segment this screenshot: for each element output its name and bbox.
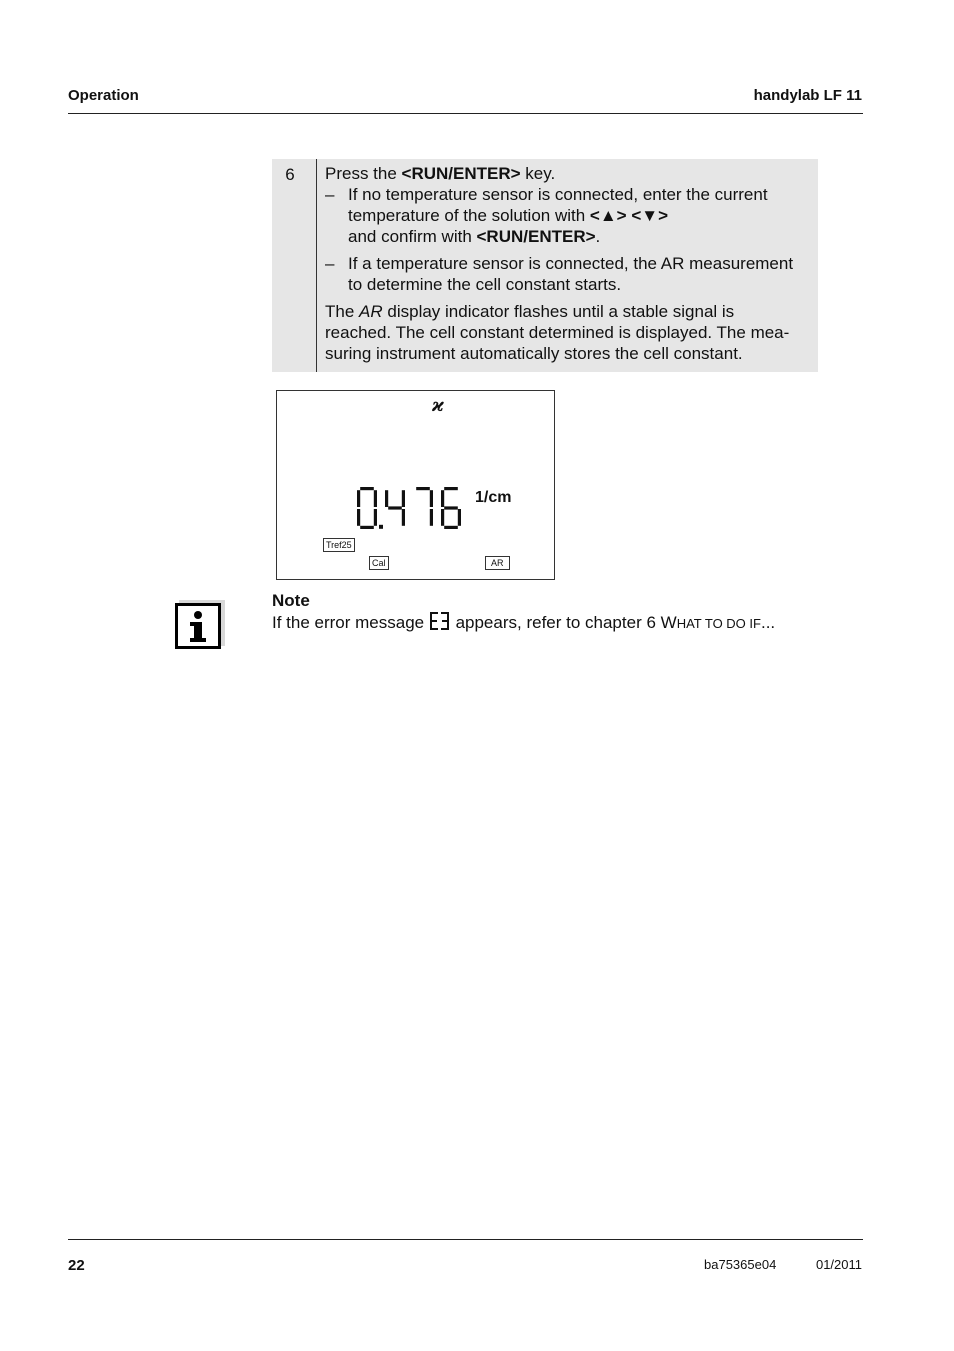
list-item: – If no temperature sensor is connected, enter the current temperature of the solution with <▲> <▼> and confirm with <RUN/ENTER>. [325,185,768,246]
digit-segment [441,509,444,526]
note-title: Note [272,591,310,610]
ar-indicator: AR [485,556,510,570]
step-number: 6 [285,165,295,184]
header-product: handylab LF 11 [753,87,862,104]
digit-segment [374,509,377,526]
digit-segment [444,506,458,509]
digit-segment [357,490,360,507]
bullet-dash: – [325,254,335,273]
digit-segment [402,490,405,507]
display-unit: 1/cm [475,489,512,506]
step-line-1: Press the <RUN/ENTER> key. [325,164,556,183]
run-enter-key: <RUN/ENTER> [476,227,596,246]
digit-segment [385,490,388,507]
info-icon [175,600,225,650]
ar-indicator-text: AR [359,302,383,321]
digit-segment [441,490,444,507]
cal-indicator: Cal [369,556,389,570]
header-rule [68,113,863,114]
digit-segment [360,526,374,529]
digit-segment [444,487,458,490]
footer-rule [68,1239,863,1240]
step-body: Press the <RUN/ENTER> key. – If no temperature sensor is connected, enter the current temperature of the solution with <▲> <▼> and confirm with <RUN/ENTER>. – If a temperature sensor is connected, the AR measurement to determine the cell constant starts. The AR display indicator flashes until a stable signal is reached. The cell constant determined is displayed. The mea- suring instrument automatically stores the cell constant. [325,163,813,364]
meter-display [276,390,555,580]
digit-segment [388,506,402,509]
digit-segment [444,526,458,529]
header-section: Operation [68,87,139,104]
kappa-symbol: ϰ [432,395,444,416]
seven-segment-readout [355,487,475,533]
run-enter-key: <RUN/ENTER> [401,164,521,183]
digit-segment [416,487,430,490]
digit-segment [374,490,377,507]
digit-segment [402,509,405,526]
document-date: 01/2011 [815,1257,862,1272]
decimal-point-segment [379,525,383,529]
error-code-e3 [429,612,451,630]
document-id: ba75365e04 [704,1257,777,1272]
step-paragraph: The AR display indicator flashes until a stable signal is [325,302,735,321]
arrow-keys: <▲> <▼> [589,206,669,225]
digit-segment [430,490,433,507]
digit-segment [458,509,461,526]
digit-segment [430,509,433,526]
bullet-dash: – [325,185,335,204]
digit-segment [357,509,360,526]
list-item: – If a temperature sensor is connected, the AR measurement to determine the cell constant starts. [325,254,794,294]
page-number: 22 [68,1257,85,1274]
tref-indicator: Tref25 [323,538,355,552]
digit-segment [360,487,374,490]
note-text: If the error message appears, refer to chapter 6 WHAT TO DO IF... [272,613,776,632]
step-divider [316,159,317,372]
